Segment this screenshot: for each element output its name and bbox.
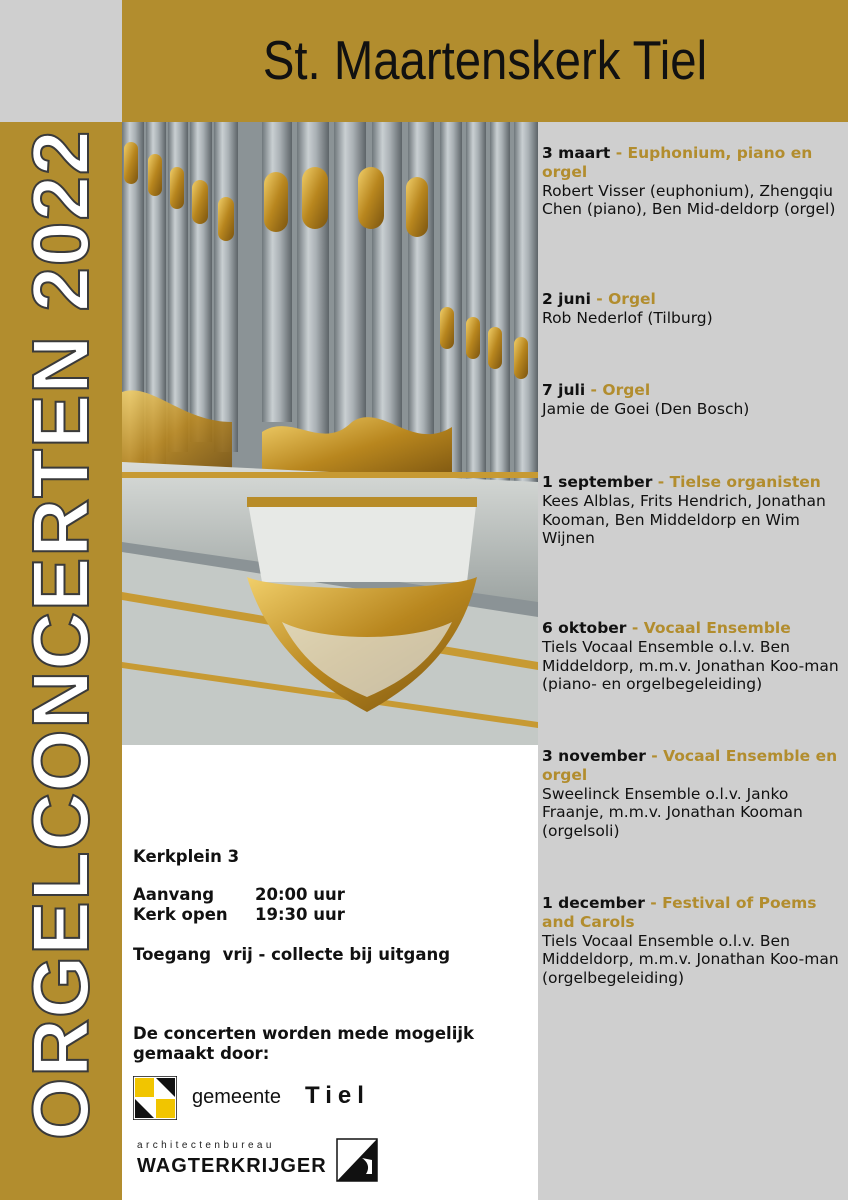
event-details: Rob Nederlof (Tilburg) (542, 308, 713, 327)
wagterkrijger-logo-icon (336, 1138, 378, 1182)
start-label: Aanvang (133, 885, 215, 904)
organ-pipes-icon (122, 122, 538, 745)
event-title: Euphonium, piano en orgel (542, 144, 813, 181)
architect-subtitle: architectenbureau (137, 1140, 275, 1151)
event-item (542, 473, 846, 548)
organ-photo (122, 122, 538, 745)
gemeente-tiel-logo-icon (133, 1076, 177, 1120)
event-separator: - (644, 894, 663, 912)
event-date: 6 oktober (542, 619, 627, 637)
event-separator: - (585, 381, 603, 399)
sponsors-text: De concerten worden mede mogelijk gemaakt door: (133, 1024, 474, 1063)
event-date: 3 november (542, 747, 646, 765)
event-date: 3 maart (542, 144, 611, 162)
event-details: Tiels Vocaal Ensemble o.l.v. Ben Middeldorp, m.m.v. Jonathan Koo-man (piano- en orgelbegeleiding) (542, 637, 839, 694)
event-title: Tielse organisten (669, 473, 821, 491)
corner-block (0, 0, 122, 122)
event-details: Jamie de Goei (Den Bosch) (542, 399, 750, 418)
page-title: St. Maartenskerk Tiel (262, 29, 708, 91)
event-date: 1 september (542, 473, 653, 491)
event-item (542, 747, 846, 841)
event-details: Kees Alblas, Frits Hendrich, Jonathan Kooman, Ben Middeldorp en Wim Wijnen (542, 491, 826, 548)
entry-info: Toegang vrij - collecte bij uitgang (133, 945, 451, 964)
event-date: 2 juni (542, 290, 591, 308)
event-details: Robert Visser (euphonium), Zhengqiu Chen (piano), Ben Mid-deldorp (orgel) (542, 181, 836, 219)
event-item (542, 381, 846, 419)
times-block (133, 885, 513, 925)
event-separator: - (645, 747, 664, 765)
tiel-text: Tiel (305, 1082, 370, 1109)
event-item (542, 894, 846, 988)
event-separator: - (626, 619, 644, 637)
vertical-title: ORGELCONCERTEN 2022 (16, 129, 105, 1140)
open-label: Kerk open (133, 905, 228, 924)
event-details: Tiels Vocaal Ensemble o.l.v. Ben Middeldorp, m.m.v. Jonathan Koo-man (orgelbegeleiding) (542, 931, 839, 988)
event-title: Vocaal Ensemble (643, 619, 791, 637)
event-separator: - (590, 290, 609, 308)
gemeente-text: gemeente (192, 1086, 281, 1108)
event-date: 1 december (542, 894, 645, 912)
concert-schedule (538, 122, 848, 1200)
open-time: 19:30 uur (255, 905, 345, 924)
start-time: 20:00 uur (255, 885, 345, 904)
event-title: Festival of Poems and Carols (542, 894, 817, 931)
event-item (542, 619, 846, 694)
event-title: Orgel (608, 290, 656, 308)
event-item (542, 290, 846, 328)
event-title: Orgel (602, 381, 651, 399)
event-separator: - (610, 144, 628, 162)
event-item (542, 144, 846, 219)
event-date: 7 juli (542, 381, 586, 399)
event-separator: - (652, 473, 670, 491)
architect-name: WAGTERKRIJGER (137, 1155, 327, 1177)
event-details: Sweelinck Ensemble o.l.v. Janko Fraanje, m.m.v. Jonathan Kooman (orgelsoli) (542, 784, 803, 841)
address: Kerkplein 3 (133, 847, 240, 866)
event-title: Vocaal Ensemble en orgel (542, 747, 838, 784)
